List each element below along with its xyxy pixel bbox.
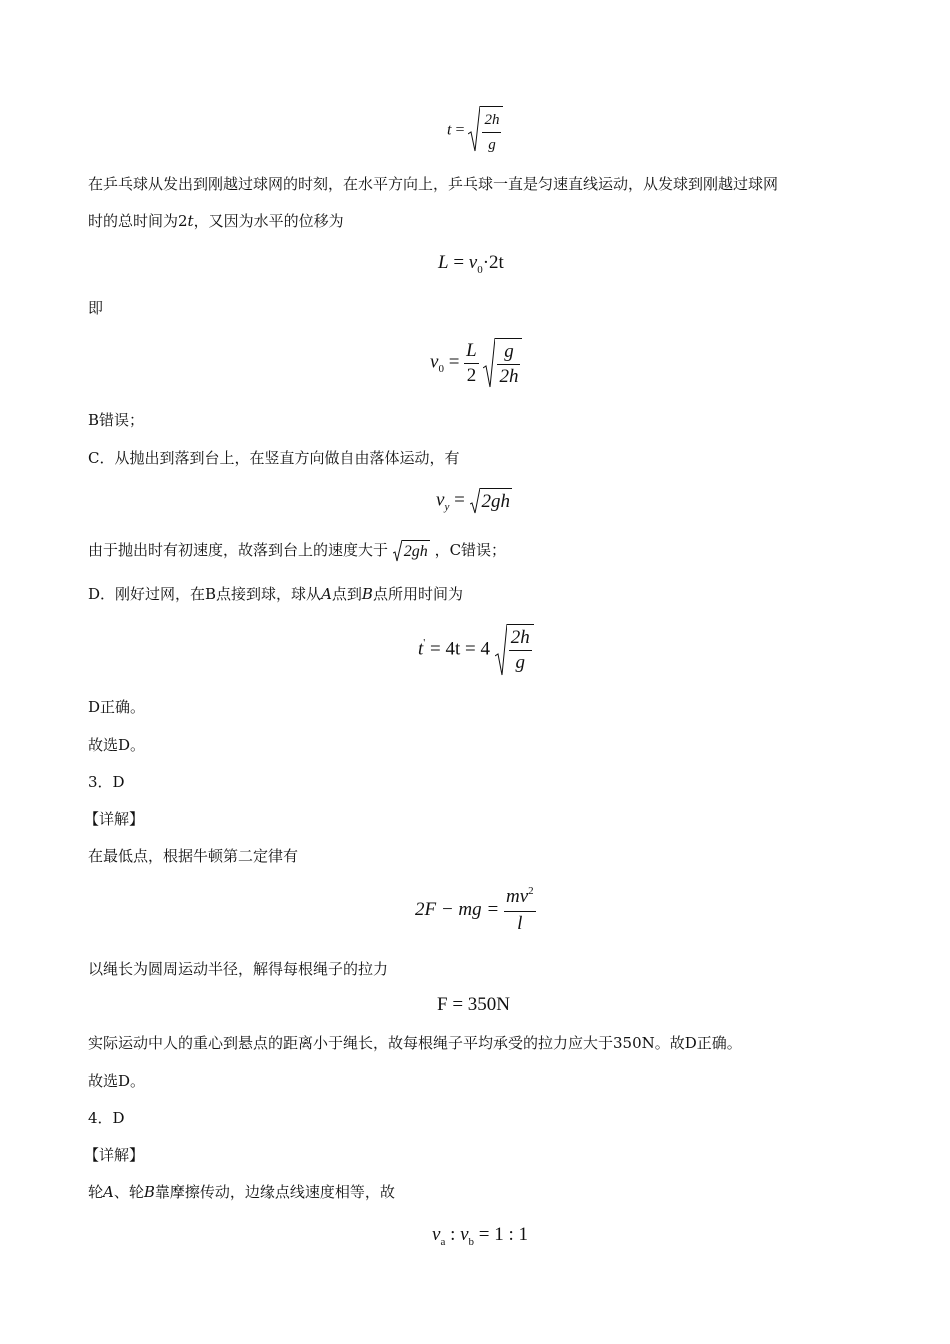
paragraph xyxy=(88,211,344,231)
paragraph: 在最低点，根据牛顿第二定律有 xyxy=(88,847,299,865)
formula-var: L xyxy=(438,252,449,273)
radicand: 2gh xyxy=(402,540,430,562)
text-span: D．刚好过网，在B点接到球，球从 xyxy=(88,585,322,603)
text-span: 时的总时间为2 xyxy=(88,212,188,230)
sqrt-symbol xyxy=(470,488,513,514)
formula-sup: 2 xyxy=(528,885,534,897)
question-number: 4．D xyxy=(88,1109,125,1127)
formula-num: 2h xyxy=(509,627,532,651)
sqrt-symbol xyxy=(468,106,503,156)
formula-eq: = xyxy=(455,121,465,139)
formula-num: L xyxy=(464,340,479,364)
paragraph: D正确。 xyxy=(88,698,146,716)
section-heading: 【详解】 xyxy=(84,810,145,828)
formula-var: v xyxy=(432,1224,441,1245)
formula-sub: b xyxy=(468,1236,475,1248)
formula-t xyxy=(447,106,503,156)
sqrt-symbol xyxy=(495,624,534,676)
formula-den: 2h xyxy=(499,366,519,387)
formula-t-prime xyxy=(418,624,534,676)
formula-eq: = xyxy=(448,351,460,373)
formula-var: v xyxy=(460,1224,469,1245)
formula-sub: 0 xyxy=(438,363,444,376)
formula-eq: = xyxy=(453,252,465,273)
text-span: 点所用时间为 xyxy=(372,585,463,603)
formula-sub: 0 xyxy=(477,264,483,276)
formula-v0 xyxy=(430,338,522,388)
text-var: A xyxy=(321,585,332,603)
paragraph: 即 xyxy=(88,299,104,317)
formula-num: mv xyxy=(505,886,529,907)
formula-colon: : xyxy=(445,1224,461,1245)
text-var: A xyxy=(103,1183,114,1201)
section-heading: 【详解】 xyxy=(84,1146,145,1164)
text-var: t xyxy=(187,212,194,230)
formula-num: 2h xyxy=(482,109,501,133)
formula-den: g xyxy=(515,652,525,673)
paragraph xyxy=(88,1182,395,1202)
sqrt-symbol xyxy=(483,338,522,388)
formula-var: v xyxy=(468,252,478,273)
formula-rhs: = 1 : 1 xyxy=(474,1224,529,1245)
formula-L xyxy=(438,252,504,274)
text-span: 由于抛出时有初速度，故落到台上的速度大于 xyxy=(88,541,389,559)
formula-var: v xyxy=(430,351,439,373)
formula-den: g xyxy=(488,137,496,153)
formula-sub: a xyxy=(440,1236,446,1248)
formula-den: 2 xyxy=(466,364,477,386)
formula-F: F = 350N xyxy=(437,994,511,1015)
formula-var: t xyxy=(447,121,452,139)
text-span: 靠摩擦传动，边缘点线速度相等，故 xyxy=(154,1183,395,1201)
paragraph: B错误； xyxy=(88,411,145,429)
formula-num: g xyxy=(497,341,520,365)
text-span: 轮 xyxy=(88,1183,104,1201)
formula-eq: = xyxy=(454,489,465,511)
formula-lhs: 2F − mg = xyxy=(415,898,500,920)
paragraph: 实际运动中人的重心到悬点的距离小于绳长，故每根绳子平均承受的拉力应大于350N。故D正确。 xyxy=(88,1034,742,1052)
text-span: 点到 xyxy=(331,585,362,603)
paragraph: 故选D。 xyxy=(88,1072,146,1090)
formula-var: t xyxy=(418,638,424,660)
text-span: 、轮 xyxy=(113,1183,144,1201)
paragraph: 故选D。 xyxy=(88,736,146,754)
formula-mid: = 4t = 4 xyxy=(430,638,490,660)
text-span: ，又因为水平的位移为 xyxy=(193,212,344,230)
question-number: 3．D xyxy=(88,773,125,791)
formula-ratio xyxy=(432,1224,528,1246)
formula-var: v xyxy=(436,489,445,511)
paragraph xyxy=(88,584,463,604)
formula-sub: y xyxy=(444,501,450,514)
text-var: B xyxy=(361,585,373,603)
formula-rest: ·2t xyxy=(482,252,504,273)
text-span: ，C错误； xyxy=(434,541,507,559)
formula-den: l xyxy=(517,913,523,934)
radicand: 2gh xyxy=(480,488,513,514)
formula-vy xyxy=(436,488,512,514)
paragraph: C．从抛出到落到台上，在竖直方向做自由落体运动，有 xyxy=(88,449,460,467)
paragraph: 以绳长为圆周运动半径，解得每根绳子的拉力 xyxy=(88,960,389,978)
sqrt-symbol xyxy=(393,540,430,562)
formula-sup: ' xyxy=(423,637,426,650)
paragraph: 在乒乓球从发出到刚越过球网的时刻，在水平方向上，乒乓球一直是匀速直线运动，从发球到刚越过球网 xyxy=(88,175,779,193)
paragraph xyxy=(88,540,506,562)
formula-newton xyxy=(415,886,536,935)
text-var: B xyxy=(143,1183,155,1201)
